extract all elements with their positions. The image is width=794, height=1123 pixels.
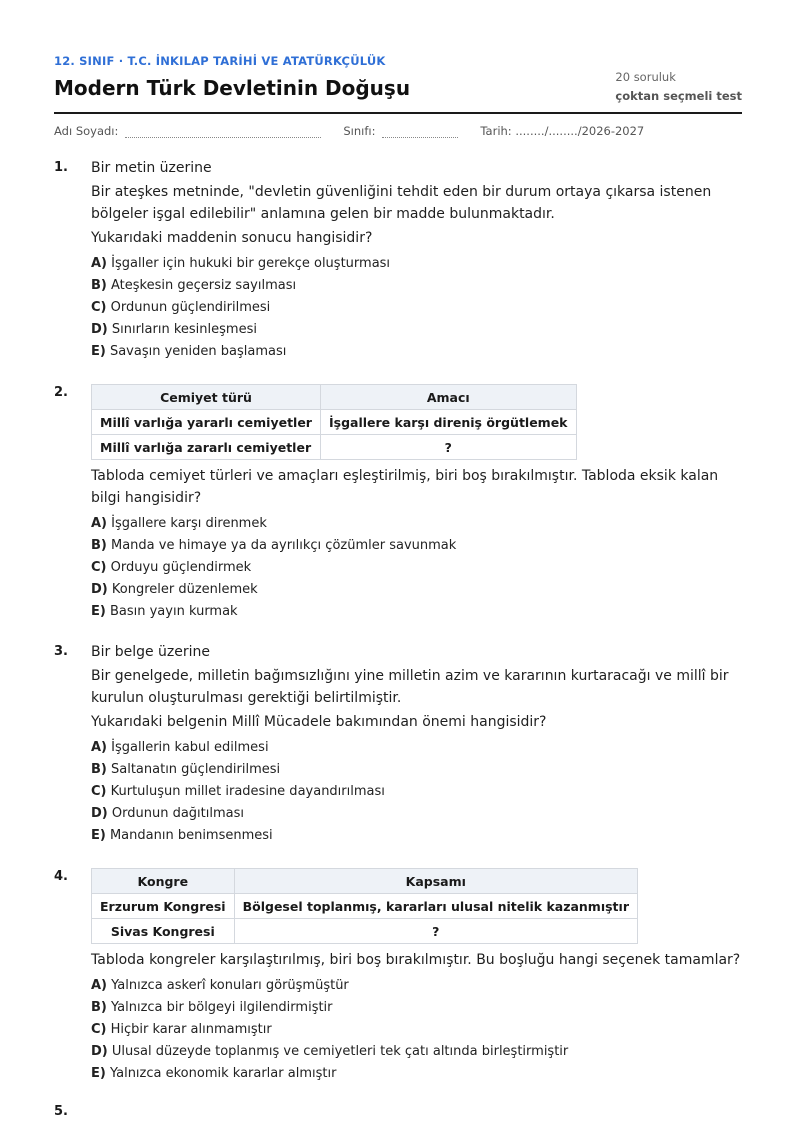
question-text: Bir genelgede, milletin bağımsızlığını yine milletin azim ve kararının kurtaracağı ve millî bir kurulun oluşturulması gerektiği belirtilmiştir. (91, 668, 729, 706)
table-cell-blank: ? (320, 435, 576, 460)
question-prompt: Yukarıdaki maddenin sonucu hangisidir? (91, 230, 373, 246)
table-row (92, 435, 577, 460)
option-a[interactable]: A) İşgallerin kabul edilmesi (91, 740, 269, 755)
question-count: 20 soruluk (615, 70, 676, 84)
table-header: Kongre (92, 869, 235, 894)
option-a[interactable]: A) İşgaller için hukuki bir gerekçe oluşturması (91, 256, 391, 271)
table-header: Cemiyet türü (92, 385, 321, 410)
question-table (91, 384, 577, 460)
option-b[interactable]: B) Saltanatın güçlendirilmesi (91, 762, 281, 777)
option-b[interactable]: B) Yalnızca bir bölgeyi ilgilendirmiştir (91, 1000, 333, 1015)
options-list (91, 513, 741, 623)
question-number: 1. (54, 160, 68, 175)
option-d[interactable]: D) Kongreler düzenlemek (91, 582, 258, 597)
question-text: Bir ateşkes metninde, "devletin güvenliğini tehdit eden bir durum ortaya çıkarsa istenen bölgeler işgal edilebilir" anlamına gelen bir madde bulunmaktadır. (91, 184, 712, 222)
table-cell: Millî varlığa zararlı cemiyetler (92, 435, 321, 460)
option-b[interactable]: B) Manda ve himaye ya da ayrılıkçı çözümler savunmak (91, 538, 457, 553)
class-label: Sınıfı: (343, 124, 376, 138)
option-d[interactable]: D) Sınırların kesinleşmesi (91, 322, 257, 337)
table-row (92, 894, 638, 919)
option-d[interactable]: D) Ordunun dağıtılması (91, 806, 244, 821)
table-row (92, 410, 577, 435)
table-header: Kapsamı (234, 869, 637, 894)
date-label: Tarih: ......../......../2026-2027 (480, 124, 645, 138)
option-d[interactable]: D) Ulusal düzeyde toplanmış ve cemiyetleri tek çatı altında birleştirmiştir (91, 1044, 569, 1059)
question-number: 5. (54, 1104, 68, 1119)
class-field[interactable] (382, 126, 458, 138)
question-text: Tabloda kongreler karşılaştırılmış, biri boş bırakılmıştır. Bu boşluğu hangi seçenek tamamlar? (91, 952, 741, 968)
course-label: 12. SINIF · T.C. İNKILAP TARİHİ VE ATATÜRKÇÜLÜK (54, 54, 386, 68)
test-header (54, 52, 742, 114)
option-e[interactable]: E) Basın yayın kurmak (91, 604, 238, 619)
table-cell: İşgallere karşı direniş örgütlemek (320, 410, 576, 435)
option-c[interactable]: C) Orduyu güçlendirmek (91, 560, 252, 575)
table-cell: Millî varlığa yararlı cemiyetler (92, 410, 321, 435)
option-b[interactable]: B) Ateşkesin geçersiz sayılması (91, 278, 297, 293)
options-list (91, 975, 741, 1085)
question-intro: Bir belge üzerine (91, 644, 211, 660)
option-e[interactable]: E) Savaşın yeniden başlaması (91, 344, 287, 359)
name-label: Adı Soyadı: (54, 124, 119, 138)
question-intro: Bir metin üzerine (91, 160, 212, 176)
table-cell: Sivas Kongresi (92, 919, 235, 944)
table-cell: Bölgesel toplanmış, kararları ulusal nitelik kazanmıştır (234, 894, 637, 919)
page-title: Modern Türk Devletinin Doğuşu (54, 76, 411, 100)
question-text: Tabloda cemiyet türleri ve amaçları eşleştirilmiş, biri boş bırakılmıştır. Tabloda eksik kalan bilgi hangisidir? (91, 468, 719, 506)
test-type: çoktan seçmeli test (615, 89, 742, 103)
option-a[interactable]: A) İşgallere karşı direnmek (91, 516, 267, 531)
test-meta (615, 70, 742, 103)
question-prompt: Yukarıdaki belgenin Millî Mücadele bakımından önemi hangisidir? (91, 714, 547, 730)
option-a[interactable]: A) Yalnızca askerî konuları görüşmüştür (91, 978, 349, 993)
option-c[interactable]: C) Ordunun güçlendirilmesi (91, 300, 271, 315)
option-c[interactable]: C) Hiçbir karar alınmamıştır (91, 1022, 272, 1037)
options-list (91, 253, 741, 363)
options-list (91, 737, 741, 847)
student-info (54, 124, 742, 138)
name-field[interactable] (125, 126, 321, 138)
table-row (92, 919, 638, 944)
table-cell-blank: ? (234, 919, 637, 944)
question-number: 3. (54, 644, 68, 659)
table-cell: Erzurum Kongresi (92, 894, 235, 919)
question-number: 4. (54, 869, 68, 884)
option-e[interactable]: E) Yalnızca ekonomik kararlar almıştır (91, 1066, 337, 1081)
option-e[interactable]: E) Mandanın benimsenmesi (91, 828, 273, 843)
option-c[interactable]: C) Kurtuluşun millet iradesine dayandırılması (91, 784, 385, 799)
question-number: 2. (54, 385, 68, 400)
question-table (91, 868, 638, 944)
table-header: Amacı (320, 385, 576, 410)
